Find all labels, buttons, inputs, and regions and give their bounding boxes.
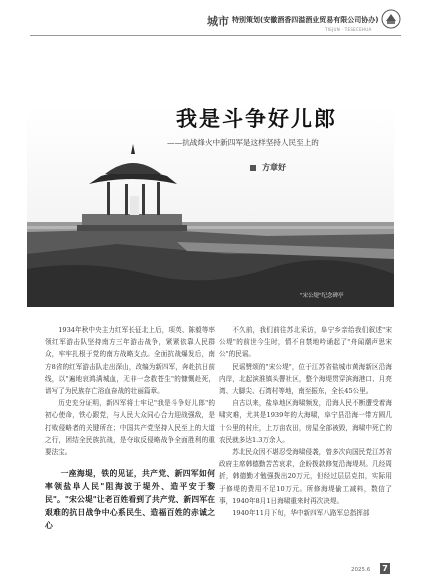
paragraph: 民谣赞颂的"宋公堤"，位于江苏省盐城市黄海新区沿海内岸，北起滨淮镇头罾社区，整个海堤贯穿滨海港口、月亮湾、大脚尖、石湾村等地，南至振东，全长45公里。 bbox=[219, 362, 392, 396]
article-title: 我是斗争好儿郎 bbox=[176, 107, 337, 131]
header-logo: 城市 bbox=[207, 15, 229, 28]
paragraph: 不久前，我们前往苏北采访，阜宁乡亲给我们叙述"宋公堤"的前世今生时，情不自禁地吟诵起了"舟闻潮声思宋公"的民谣。 bbox=[219, 326, 392, 359]
section-emblem-icon bbox=[381, 9, 401, 29]
paragraph: 1940年11月下旬，华中新四军八路军总指挥部 bbox=[232, 509, 370, 518]
issue-date: 2025.6 bbox=[351, 567, 371, 573]
article-subtitle: ——抗战烽火中新四军是这样坚持人民至上的 bbox=[167, 138, 319, 147]
paragraph: 自古以来，盐阜地区海啸频发，沿海人民不断遭受着海啸灾难，尤其是1939年的大海啸，阜宁县沿海一带方圆几十公里的村庄，上万亩农田，房屋全部被毁，海啸中死亡的农民就多达1.3万余人。 bbox=[219, 399, 392, 444]
paragraph: 历史充分证明，新四军将士牢记"我是斗争好儿郎"的初心使命，铁心跟党，与人民大众同心合力迎战强敌，是打败侵略者的关键所在；中国共产党坚持人民至上的大道之行，团结全民族抗战，是夺取反侵略战争全面胜利的重要法宝。 bbox=[45, 399, 215, 457]
header-section-title: 特别策划(安徽酒香四溢酒业贸易有限公司协办) bbox=[232, 16, 379, 24]
paragraph: 1934年秋中央主力红军长征北上后，项英、陈毅等率领红军游击队坚持南方三年游击战争，紧紧依靠人民群众，牢牢扎根于党的南方战略支点。全面抗战爆发后，南方8省的红军游击队走出深山，改编为新四军，奔赴抗日前线，以"遍地哀鸿满城血，无非一念救苍生"的慷慨赴死，谱写了为民族存亡浴血奋战的壮丽篇章。 bbox=[45, 326, 215, 396]
photo-caption: "宋公堤"纪念碑亭 bbox=[300, 293, 344, 299]
memorial-pavilion-photo bbox=[27, 104, 394, 307]
author-name: 方章好 bbox=[262, 163, 286, 172]
left-column bbox=[45, 324, 215, 532]
right-column bbox=[219, 324, 392, 519]
paragraph: 苏北民众因不堪忍受海啸侵袭，曾多次向国民党江苏省政府主席韩德勤苦苦哀求，企盼拨款修复沿海堤坝。几经周折，韩德勤才勉强拨出20万元，但经过层层克扣，实际用于修堤的费用不足10万元。所修海堤偷工减料，数信了事，1940年8月1日海啸重来时再次决堤。 bbox=[219, 448, 392, 505]
article-author bbox=[250, 162, 286, 173]
header-divider bbox=[30, 35, 401, 36]
author-marker-icon bbox=[250, 165, 256, 171]
pull-quote: 一座海堤，铁的见证，共产党、新四军如何率领盐阜人民"阻海波于堤外、造平安于黎民"。"宋公堤"让老百姓看到了共产党、新四军在艰难的抗日战争中心系民生、造福百姓的赤诚之心 bbox=[45, 469, 215, 531]
header-section-subtitle: TIEJUN · TESECEHUA bbox=[325, 27, 372, 32]
page-number: 7 bbox=[380, 563, 390, 574]
